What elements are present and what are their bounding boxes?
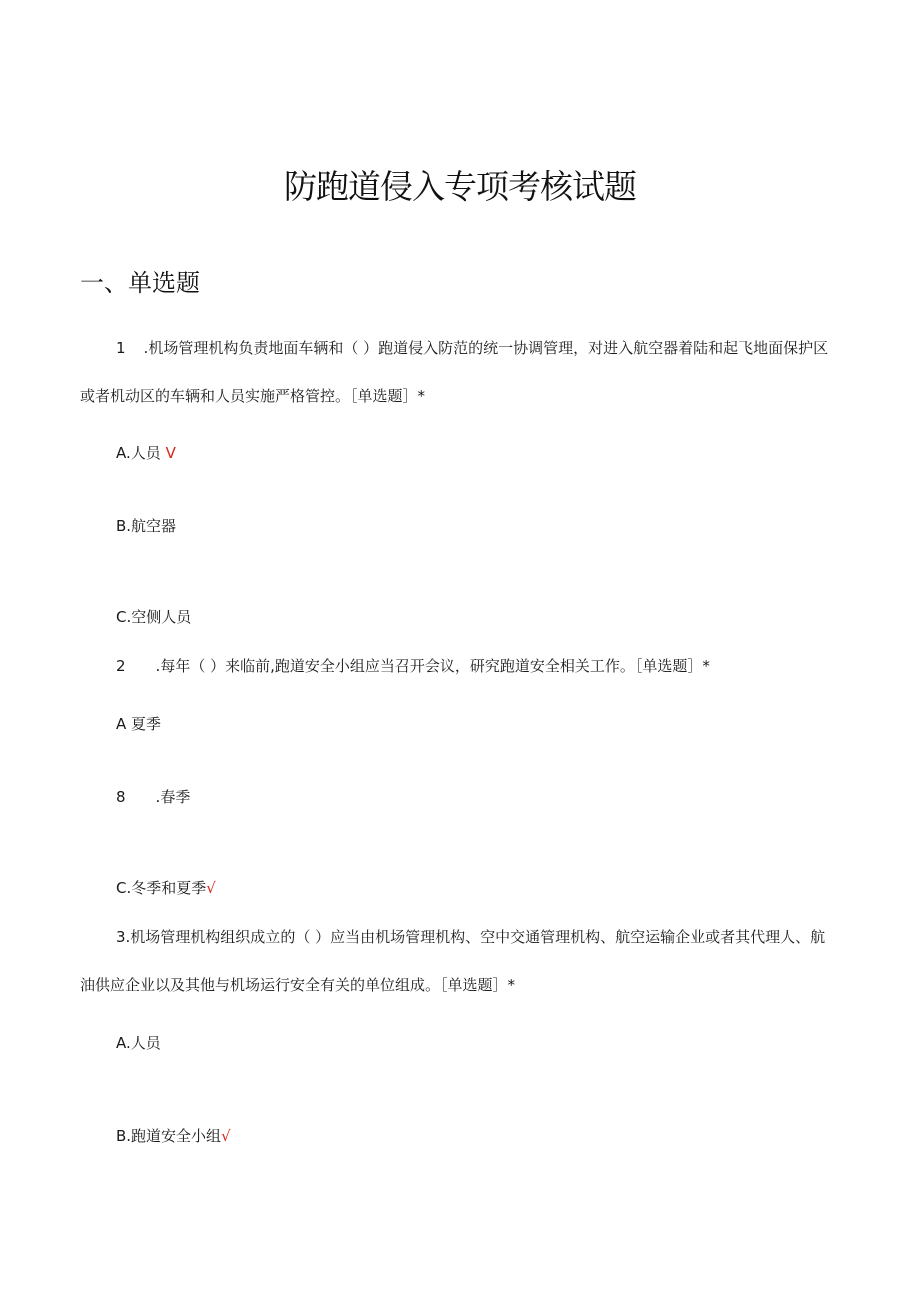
option-label: .春季 bbox=[155, 788, 191, 806]
section-heading: 一、单选题 bbox=[80, 269, 200, 297]
option-label: C.冬季和夏季 bbox=[116, 879, 207, 897]
question-2-line-1: .每年（ ）来临前,跑道安全小组应当召开会议，研究跑道安全相关工作。［单选题］* bbox=[155, 657, 710, 675]
option-label: C.空侧人员 bbox=[116, 608, 192, 626]
question-1-option-a bbox=[116, 441, 176, 465]
question-1-number: 1 bbox=[116, 339, 126, 357]
question-3-line-2: 油供应企业以及其他与机场运行安全有关的单位组成。［单选题］* bbox=[80, 976, 516, 994]
question-1-option-b bbox=[116, 514, 176, 538]
option-label: A.人员 bbox=[116, 1034, 161, 1052]
option-number: 8 bbox=[116, 788, 126, 806]
correct-mark: √ bbox=[221, 1127, 231, 1145]
option-label: A.人员 bbox=[116, 444, 161, 462]
question-2-option-c bbox=[116, 876, 216, 900]
question-1-line-1: .机场管理机构负责地面车辆和（ ）跑道侵入防范的统一协调管理，对进入航空器着陆和起飞地面保护区 bbox=[143, 339, 829, 357]
option-label: B.跑道安全小组 bbox=[116, 1127, 222, 1145]
question-1-text bbox=[116, 336, 828, 360]
question-2-option-a bbox=[116, 712, 161, 736]
document-title: 防跑道侵入专项考核试题 bbox=[284, 167, 636, 206]
question-3-line-1: 3.机场管理机构组织成立的（ ）应当由机场管理机构、空中交通管理机构、航空运输企业或者其代理人、航 bbox=[116, 928, 826, 946]
option-label: A 夏季 bbox=[116, 715, 162, 733]
question-3-option-a bbox=[116, 1031, 161, 1055]
question-2-option-b bbox=[116, 785, 190, 809]
question-2-number: 2 bbox=[116, 657, 126, 675]
question-3-option-b bbox=[116, 1124, 231, 1148]
question-2-text bbox=[116, 654, 710, 678]
correct-mark: √ bbox=[206, 879, 216, 897]
question-1-line-2: 或者机动区的车辆和人员实施严格管控。［单选题］* bbox=[80, 387, 426, 405]
option-label: B.航空器 bbox=[116, 517, 177, 535]
question-1-option-c bbox=[116, 605, 191, 629]
correct-mark: V bbox=[165, 444, 176, 462]
